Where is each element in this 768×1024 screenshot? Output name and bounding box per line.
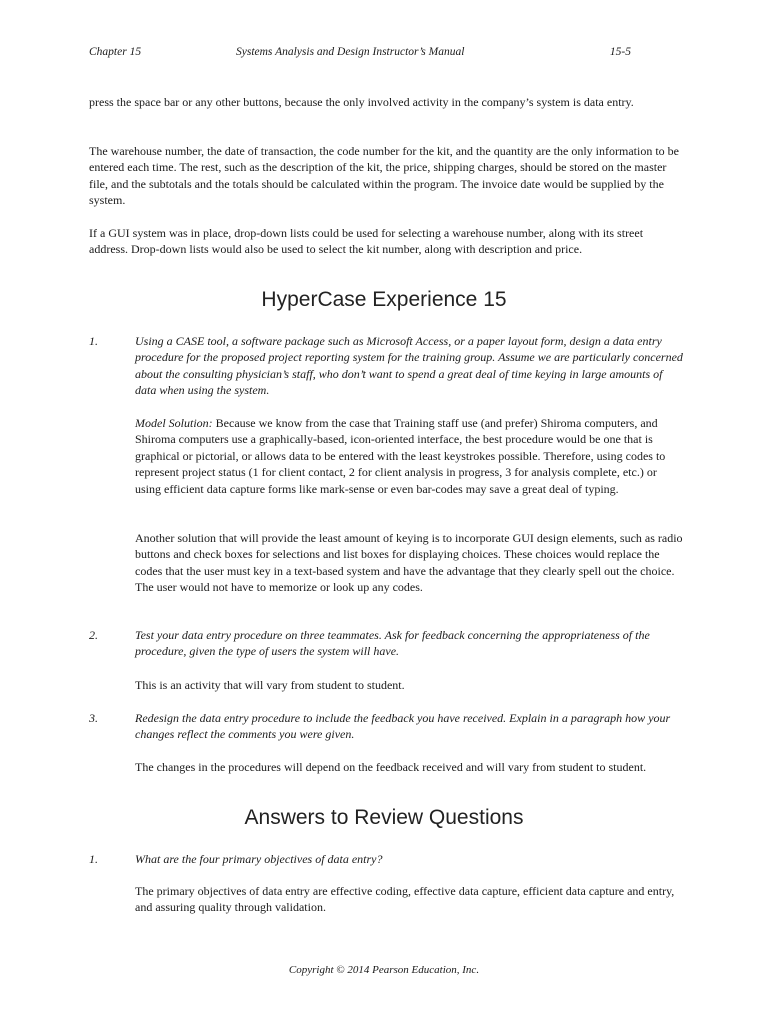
header-title: Systems Analysis and Design Instructor’s Manual	[236, 46, 465, 58]
model-solution-text: Because we know from the case that Training staff use (and prefer) Shiroma computers, and Shiroma computers use a graphically-based, icon-oriented interface, the best procedure would be one that is graphical or pictorial, or allows data to be entered with the least keystrokes possible. Therefore, using codes to represent project status (1 for client contact, 2 for client analysis in progress, 3 for analysis complete, etc.) or using efficient data capture forms like mark-sense or even bar-codes may save a great deal of typing.	[135, 416, 666, 496]
intro-paragraph: press the space bar or any other buttons, because the only involved activity in the company’s system is data entry.	[89, 95, 634, 109]
review-section-title: Answers to Review Questions	[244, 806, 524, 829]
hypercase-section-title: HyperCase Experience 15	[261, 288, 507, 311]
question-number: 1.	[89, 852, 98, 866]
question-number: 1.	[89, 334, 98, 348]
header-page-number: 15-5	[609, 46, 631, 58]
question-number: 3.	[89, 711, 98, 725]
question-text: Using a CASE tool, a software package such as Microsoft Access, or a paper layout form, design a data entry procedure for the proposed project reporting system for the training group. Assume we are particularly concerned about the consulting physician’s staff, who don’t want to spend a great deal of time keying in large amounts of data when using the system.	[135, 334, 683, 398]
model-solution-label: Model Solution:	[135, 416, 213, 430]
copyright-footer: Copyright © 2014 Pearson Education, Inc.	[288, 964, 480, 976]
intro-paragraph: If a GUI system was in place, drop-down lists could be used for selecting a warehouse number, along with its street address. Drop-down lists would also be used to select the kit number, along with description and price.	[89, 226, 644, 257]
page-header	[89, 46, 631, 62]
answer-text: Another solution that will provide the least amount of keying is to incorporate GUI design elements, such as radio buttons and check boxes for selections and list boxes for displaying choices. These choices would replace the codes that the user must key in a text-based system and have the advantage that they clearly spell out the choice. The user would not have to memorize or look up any codes.	[135, 531, 683, 595]
answer-text	[135, 415, 685, 497]
intro-paragraph: The warehouse number, the date of transaction, the code number for the kit, and the quantity are the only information to be entered each time. The rest, such as the description of the kit, the price, shipping charges, should be stored on the master file, and the subtotals and the totals should be calculated within the program. The invoice date would be supplied by the system.	[89, 144, 679, 208]
question-text: Test your data entry procedure on three teammates. Ask for feedback concerning the appropriateness of the procedure, given the type of users the system will have.	[135, 628, 650, 659]
answer-text: This is an activity that will vary from student to student.	[135, 678, 405, 692]
header-chapter: Chapter 15	[89, 46, 142, 58]
question-text: Redesign the data entry procedure to include the feedback you have received. Explain in a paragraph how your changes reflect the comments you were given.	[135, 711, 671, 742]
question-number: 2.	[89, 628, 98, 642]
answer-text: The changes in the procedures will depend on the feedback received and will vary from student to student.	[135, 760, 647, 774]
answer-text: The primary objectives of data entry are effective coding, effective data capture, efficient data capture and entry, and assuring quality through validation.	[135, 884, 675, 915]
question-text: What are the four primary objectives of data entry?	[135, 852, 383, 866]
